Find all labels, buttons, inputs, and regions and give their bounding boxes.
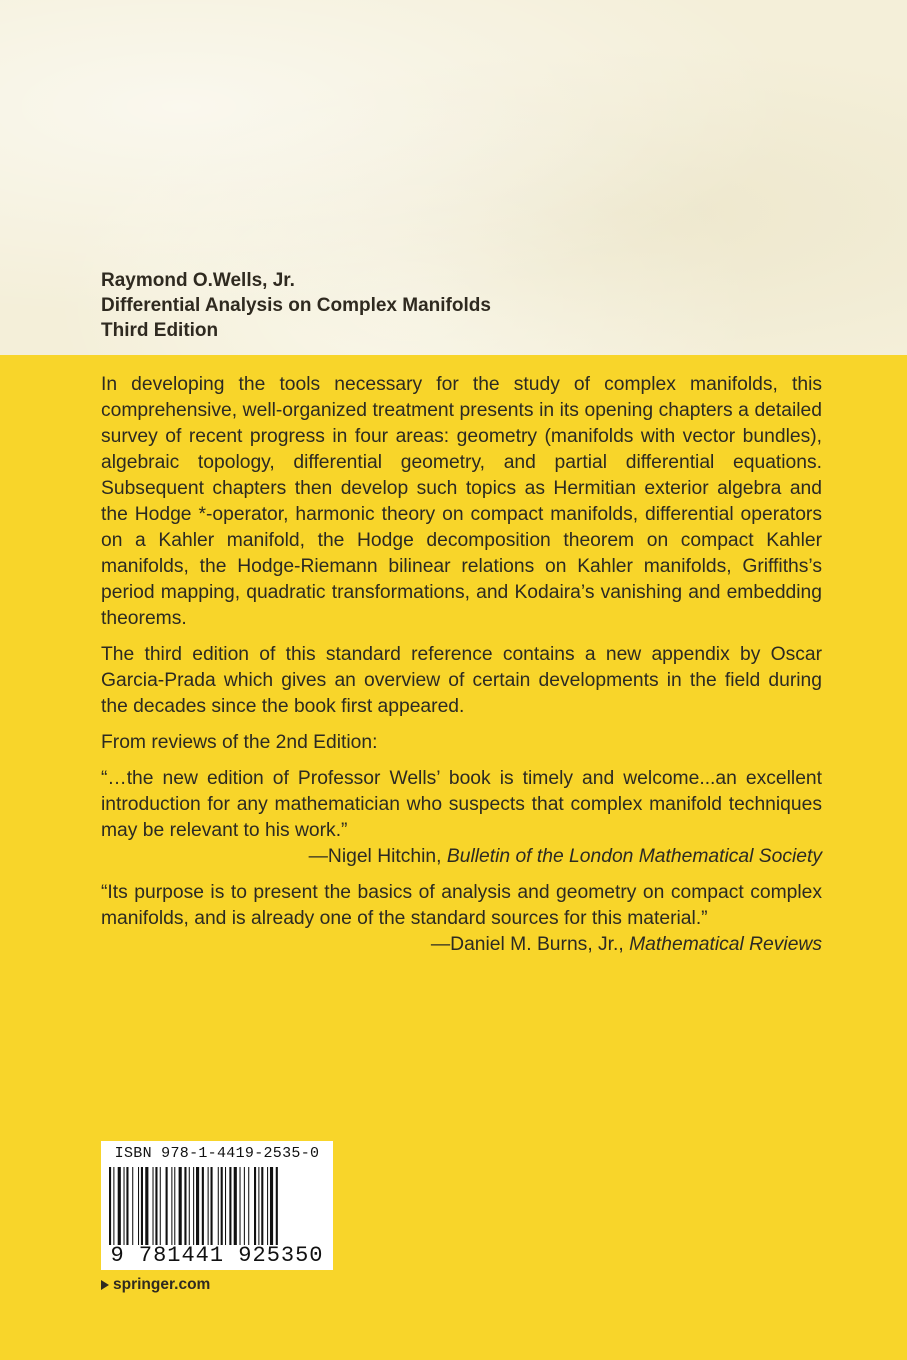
ean-number: 9 781441 925350 — [110, 1243, 324, 1268]
barcode-bar — [244, 1167, 245, 1245]
barcode-bar — [258, 1167, 259, 1245]
barcode-bar — [202, 1167, 204, 1245]
barcode-bar — [179, 1167, 182, 1245]
barcode-bar — [124, 1167, 125, 1245]
isbn-number: ISBN 978-1-4419-2535-0 — [114, 1145, 320, 1162]
barcode-bar — [166, 1167, 168, 1245]
barcode-bar — [193, 1167, 194, 1245]
description-paragraph-2: The third edition of this standard reference contains a new appendix by Oscar Garcia-Prada which gives an overview of certain developments in the field during the decades since the book first appeared. — [101, 644, 822, 717]
barcode-bar — [261, 1167, 263, 1245]
barcode-bar — [221, 1167, 223, 1245]
barcode-bar — [218, 1167, 219, 1245]
barcode-bar — [196, 1167, 199, 1245]
review-quote-1: “…the new edition of Professor Wells’ book is timely and welcome...an excellent introduction for any mathematician who suspects that complex manifold techniques may be relevant to his work.” — [101, 768, 822, 841]
barcode-bar — [118, 1167, 121, 1245]
reviews-heading: From reviews of the 2nd Edition: — [101, 732, 378, 753]
author-name: Raymond O.Wells, Jr. — [101, 270, 295, 291]
book-header — [101, 268, 491, 343]
description-paragraph-1: In developing the tools necessary for the study of complex manifolds, this comprehensive, well-organized treatment presents in its opening chapters a detailed survey of recent progress in four areas: geometry (manifolds with vector bundles), algebraic topology, differential geometry, and partial differential equations. Subsequent chapters then develop such topics as Hermitian exterior algebra and the Hodge *-operator, harmonic theory on compact manifolds, differential operators on a Kahler manifold, the Hodge decomposition theorem on compact Kahler manifolds, the Hodge-Riemann bilinear relations on Kahler manifolds, Griffiths’s period mapping, quadratic transformations, and Kodaira’s vanishing and embedding theorems. — [101, 374, 822, 629]
review-source-1: Bulletin of the London Mathematical Society — [446, 846, 822, 867]
barcode-bar — [171, 1167, 172, 1245]
barcode-bar — [132, 1167, 133, 1245]
reviewer-1: —Nigel Hitchin, — [308, 846, 447, 867]
review-source-2: Mathematical Reviews — [629, 934, 822, 955]
review-attribution-1 — [101, 844, 822, 870]
barcode-bar — [254, 1167, 256, 1245]
barcode-bar — [141, 1167, 143, 1245]
barcode-bars — [107, 1167, 327, 1245]
barcode-bar — [267, 1167, 268, 1245]
barcode-bar — [138, 1167, 139, 1245]
barcode-bar — [109, 1167, 111, 1245]
barcode-bar — [155, 1167, 157, 1245]
barcode-bar — [145, 1167, 148, 1245]
barcode-bar — [113, 1167, 114, 1245]
barcode-bar — [240, 1167, 241, 1245]
isbn-barcode — [101, 1141, 333, 1270]
publisher-url: springer.com — [113, 1276, 211, 1293]
barcode-bar — [248, 1167, 249, 1245]
book-title: Differential Analysis on Complex Manifolds — [101, 295, 491, 316]
barcode-bar — [211, 1167, 213, 1245]
review-quote-2: “Its purpose is to present the basics of analysis and geometry on compact complex manifolds, and is already one of the standard sources for this material.” — [101, 882, 822, 929]
barcode-bar — [153, 1167, 154, 1245]
barcode-bar — [225, 1167, 226, 1245]
barcode-bar — [174, 1167, 175, 1245]
barcode-bar — [276, 1167, 278, 1245]
barcode-bar — [234, 1167, 237, 1245]
publisher-link[interactable] — [101, 1276, 210, 1294]
barcode-bar — [160, 1167, 161, 1245]
review-attribution-2 — [101, 932, 822, 958]
barcode-bar — [270, 1167, 273, 1245]
barcode-bar — [189, 1167, 190, 1245]
barcode-bar — [208, 1167, 209, 1245]
book-description — [101, 372, 822, 968]
barcode-bar — [229, 1167, 231, 1245]
arrow-right-icon — [101, 1280, 109, 1290]
barcode-bar — [126, 1167, 128, 1245]
reviewer-2: —Daniel M. Burns, Jr., — [430, 934, 630, 955]
book-edition: Third Edition — [101, 320, 219, 341]
barcode-bar — [184, 1167, 186, 1245]
